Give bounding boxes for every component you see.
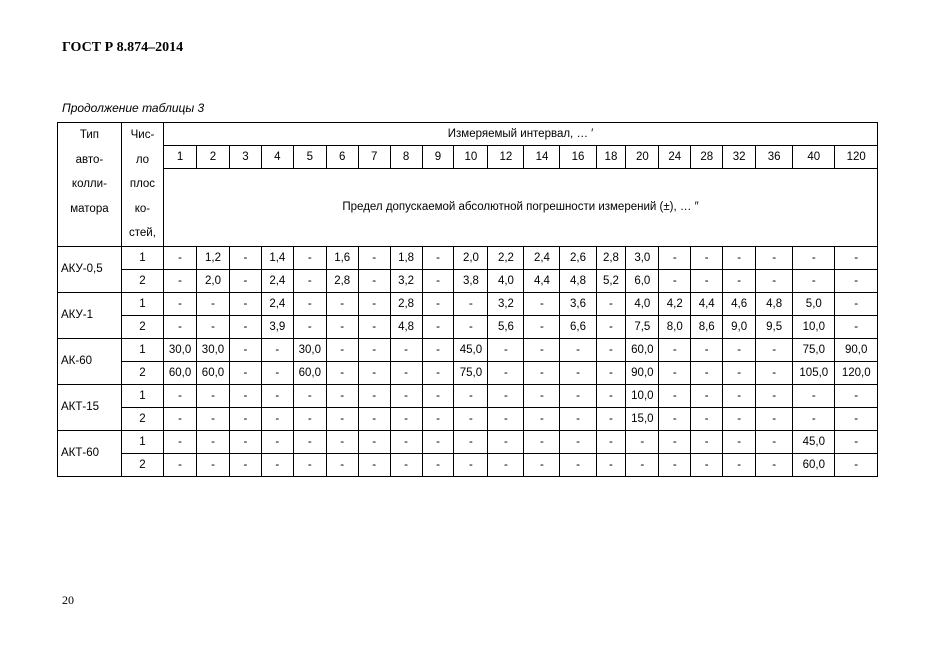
error-limit-value: - (524, 315, 560, 338)
interval-value: 20 (626, 146, 659, 169)
error-limit-value: - (197, 453, 230, 476)
error-limit-value: - (164, 453, 197, 476)
error-limit-value: - (326, 315, 358, 338)
error-limit-value: - (756, 338, 793, 361)
error-limit-value: 3,0 (626, 246, 659, 269)
error-limit-value: 9,0 (723, 315, 756, 338)
error-limit-value: - (691, 338, 723, 361)
error-limit-value: - (261, 453, 293, 476)
error-limit-value: - (488, 338, 524, 361)
interval-value: 3 (229, 146, 261, 169)
error-limit-value: - (835, 315, 878, 338)
error-limit-value: 4,4 (691, 292, 723, 315)
error-limit-value: - (261, 361, 293, 384)
error-limit-value: 1,2 (197, 246, 230, 269)
error-limit-value: - (293, 269, 326, 292)
collimator-type: АКТ-60 (58, 430, 122, 476)
error-limit-value: - (756, 246, 793, 269)
error-limit-value: - (326, 453, 358, 476)
error-limit-value: 4,4 (524, 269, 560, 292)
accuracy-table (57, 122, 878, 477)
error-limit-value: - (390, 407, 422, 430)
interval-value: 36 (756, 146, 793, 169)
interval-value: 16 (560, 146, 596, 169)
error-limit-value: - (261, 338, 293, 361)
error-limit-value: - (326, 407, 358, 430)
page-number: 20 (62, 593, 74, 607)
error-limit-value: - (524, 384, 560, 407)
error-limit-value: - (293, 453, 326, 476)
error-limit-value: - (197, 315, 230, 338)
error-limit-value: 5,6 (488, 315, 524, 338)
error-limit-value: - (723, 430, 756, 453)
plane-count: 1 (121, 384, 163, 407)
error-limit-value: 6,6 (560, 315, 596, 338)
error-limit-value: 1,6 (326, 246, 358, 269)
header-limit: Предел допускаемой абсолютной погрешности измерений (±), … ″ (164, 169, 878, 247)
table-row (58, 361, 878, 384)
error-limit-value: - (358, 246, 390, 269)
plane-count: 2 (121, 315, 163, 338)
plane-count: 1 (121, 430, 163, 453)
error-limit-value: 75,0 (454, 361, 488, 384)
error-limit-value: - (422, 430, 454, 453)
error-limit-value: 15,0 (626, 407, 659, 430)
error-limit-value: - (326, 384, 358, 407)
error-limit-value: - (229, 407, 261, 430)
interval-value: 28 (691, 146, 723, 169)
error-limit-value: 30,0 (293, 338, 326, 361)
error-limit-value: - (422, 361, 454, 384)
error-limit-value: - (293, 246, 326, 269)
error-limit-value: - (358, 338, 390, 361)
error-limit-value: - (390, 361, 422, 384)
error-limit-value: - (293, 315, 326, 338)
error-limit-value: - (197, 292, 230, 315)
error-limit-value: - (596, 292, 626, 315)
error-limit-value: 105,0 (793, 361, 835, 384)
error-limit-value: 4,8 (560, 269, 596, 292)
error-limit-value: 60,0 (793, 453, 835, 476)
error-limit-value: 2,8 (390, 292, 422, 315)
error-limit-value: - (229, 246, 261, 269)
error-limit-value: - (422, 384, 454, 407)
table-row (58, 338, 878, 361)
header-count-line: стей, (129, 227, 156, 240)
error-limit-value: - (229, 269, 261, 292)
error-limit-value: - (197, 430, 230, 453)
error-limit-value: - (691, 361, 723, 384)
header-collimator-type (58, 123, 122, 247)
error-limit-value: - (835, 430, 878, 453)
error-limit-value: - (756, 407, 793, 430)
error-limit-value: - (390, 453, 422, 476)
error-limit-value: 6,0 (626, 269, 659, 292)
error-limit-value: - (164, 407, 197, 430)
interval-value: 7 (358, 146, 390, 169)
error-limit-value: - (488, 384, 524, 407)
error-limit-value: - (229, 361, 261, 384)
error-limit-value: - (390, 430, 422, 453)
error-limit-value: 90,0 (626, 361, 659, 384)
error-limit-value: 9,5 (756, 315, 793, 338)
error-limit-value: - (723, 361, 756, 384)
error-limit-value: - (659, 246, 691, 269)
error-limit-value: - (326, 292, 358, 315)
error-limit-value: - (358, 361, 390, 384)
error-limit-value: - (164, 430, 197, 453)
error-limit-value: - (422, 453, 454, 476)
error-limit-value: - (229, 453, 261, 476)
error-limit-value: - (659, 269, 691, 292)
error-limit-value: 2,0 (454, 246, 488, 269)
error-limit-value: - (164, 315, 197, 338)
error-limit-value: - (626, 453, 659, 476)
error-limit-value: 1,8 (390, 246, 422, 269)
interval-value: 6 (326, 146, 358, 169)
collimator-type: АКУ-1 (58, 292, 122, 338)
error-limit-value: 90,0 (835, 338, 878, 361)
error-limit-value: - (422, 407, 454, 430)
error-limit-value: - (326, 430, 358, 453)
error-limit-value: - (454, 384, 488, 407)
error-limit-value: - (454, 315, 488, 338)
error-limit-value: - (358, 384, 390, 407)
error-limit-value: 120,0 (835, 361, 878, 384)
error-limit-value: - (793, 269, 835, 292)
error-limit-value: - (793, 246, 835, 269)
error-limit-value: - (659, 338, 691, 361)
error-limit-value: - (229, 315, 261, 338)
error-limit-value: - (524, 407, 560, 430)
error-limit-value: - (422, 269, 454, 292)
error-limit-value: - (560, 361, 596, 384)
error-limit-value: 2,6 (560, 246, 596, 269)
table-row (58, 430, 878, 453)
error-limit-value: - (691, 269, 723, 292)
error-limit-value: - (164, 384, 197, 407)
error-limit-value: - (358, 269, 390, 292)
interval-value: 4 (261, 146, 293, 169)
error-limit-value: 45,0 (454, 338, 488, 361)
table-row (58, 407, 878, 430)
error-limit-value: 60,0 (293, 361, 326, 384)
plane-count: 2 (121, 453, 163, 476)
error-limit-value: - (358, 453, 390, 476)
error-limit-value: - (723, 338, 756, 361)
interval-value: 120 (835, 146, 878, 169)
error-limit-value: - (691, 246, 723, 269)
plane-count: 1 (121, 338, 163, 361)
error-limit-value: - (835, 453, 878, 476)
error-limit-value: 2,4 (261, 269, 293, 292)
error-limit-value: - (596, 338, 626, 361)
error-limit-value: - (390, 338, 422, 361)
error-limit-value: - (454, 407, 488, 430)
error-limit-value: - (390, 384, 422, 407)
error-limit-value: - (293, 384, 326, 407)
error-limit-value: - (723, 246, 756, 269)
error-limit-value: - (691, 453, 723, 476)
error-limit-value: - (723, 407, 756, 430)
error-limit-value: - (756, 384, 793, 407)
error-limit-value: 3,2 (390, 269, 422, 292)
error-limit-value: - (596, 361, 626, 384)
error-limit-value: - (596, 384, 626, 407)
interval-value: 32 (723, 146, 756, 169)
error-limit-value: 5,0 (793, 292, 835, 315)
error-limit-value: - (229, 338, 261, 361)
error-limit-value: - (261, 407, 293, 430)
error-limit-value: - (422, 246, 454, 269)
error-limit-value: - (793, 384, 835, 407)
error-limit-value: 10,0 (626, 384, 659, 407)
table-row (58, 384, 878, 407)
error-limit-value: - (229, 292, 261, 315)
error-limit-value: - (454, 292, 488, 315)
error-limit-value: 60,0 (197, 361, 230, 384)
table-row (58, 292, 878, 315)
error-limit-value: 2,4 (261, 292, 293, 315)
header-type-line: матора (70, 202, 109, 215)
error-limit-value: 7,5 (626, 315, 659, 338)
error-limit-value: 60,0 (164, 361, 197, 384)
interval-value: 24 (659, 146, 691, 169)
error-limit-value: - (261, 384, 293, 407)
header-count-line: Чис- (130, 129, 155, 141)
error-limit-value: 4,0 (626, 292, 659, 315)
error-limit-value: 8,0 (659, 315, 691, 338)
error-limit-value: - (358, 430, 390, 453)
error-limit-value: - (835, 292, 878, 315)
error-limit-value: - (524, 430, 560, 453)
header-count-line: плос (129, 178, 156, 191)
error-limit-value: - (626, 430, 659, 453)
interval-value: 40 (793, 146, 835, 169)
error-limit-value: - (422, 338, 454, 361)
error-limit-value: - (793, 407, 835, 430)
error-limit-value: - (691, 384, 723, 407)
table-caption: Продолжение таблицы 3 (62, 101, 205, 115)
error-limit-value: - (524, 292, 560, 315)
error-limit-value: - (229, 384, 261, 407)
error-limit-value: - (835, 246, 878, 269)
error-limit-value: - (454, 453, 488, 476)
interval-value: 9 (422, 146, 454, 169)
error-limit-value: 1,4 (261, 246, 293, 269)
error-limit-value: 3,8 (454, 269, 488, 292)
error-limit-value: - (835, 384, 878, 407)
interval-value: 10 (454, 146, 488, 169)
error-limit-value: - (488, 430, 524, 453)
error-limit-value: - (659, 453, 691, 476)
header-type-line: колли- (71, 178, 107, 191)
table-row (58, 269, 878, 292)
error-limit-value: - (326, 338, 358, 361)
error-limit-value: - (488, 407, 524, 430)
error-limit-value: - (261, 430, 293, 453)
error-limit-value: - (358, 292, 390, 315)
error-limit-value: 45,0 (793, 430, 835, 453)
plane-count: 2 (121, 407, 163, 430)
error-limit-value: - (691, 407, 723, 430)
error-limit-value: - (659, 407, 691, 430)
header-type-line: авто- (75, 153, 104, 166)
error-limit-value: 2,8 (326, 269, 358, 292)
table-row (58, 453, 878, 476)
error-limit-value: 2,4 (524, 246, 560, 269)
error-limit-value: - (723, 453, 756, 476)
error-limit-value: 30,0 (197, 338, 230, 361)
table-row (58, 315, 878, 338)
error-limit-value: 4,2 (659, 292, 691, 315)
interval-value: 2 (197, 146, 230, 169)
error-limit-value: - (596, 453, 626, 476)
error-limit-value: - (691, 430, 723, 453)
error-limit-value: - (229, 430, 261, 453)
error-limit-value: - (596, 407, 626, 430)
error-limit-value: 3,9 (261, 315, 293, 338)
error-limit-value: - (596, 430, 626, 453)
error-limit-value: - (422, 292, 454, 315)
error-limit-value: 30,0 (164, 338, 197, 361)
error-limit-value: 10,0 (793, 315, 835, 338)
error-limit-value: - (756, 269, 793, 292)
error-limit-value: - (560, 338, 596, 361)
error-limit-value: - (488, 361, 524, 384)
error-limit-value: - (835, 269, 878, 292)
error-limit-value: 4,8 (390, 315, 422, 338)
error-limit-value: - (164, 269, 197, 292)
header-plane-count (121, 123, 163, 247)
error-limit-value: 2,2 (488, 246, 524, 269)
plane-count: 2 (121, 269, 163, 292)
error-limit-value: - (358, 315, 390, 338)
header-interval: Измеряемый интервал, … ′ (164, 123, 878, 146)
error-limit-value: - (659, 361, 691, 384)
error-limit-value: - (560, 453, 596, 476)
collimator-type: АКТ-15 (58, 384, 122, 430)
document-code: ГОСТ Р 8.874–2014 (62, 40, 184, 55)
error-limit-value: - (488, 453, 524, 476)
error-limit-value: 5,2 (596, 269, 626, 292)
error-limit-value: - (560, 384, 596, 407)
error-limit-value: - (164, 246, 197, 269)
error-limit-value: - (723, 269, 756, 292)
error-limit-value: - (422, 315, 454, 338)
interval-value: 1 (164, 146, 197, 169)
error-limit-value: - (659, 384, 691, 407)
error-limit-value: - (524, 453, 560, 476)
error-limit-value: - (596, 315, 626, 338)
error-limit-value: 4,6 (723, 292, 756, 315)
interval-value: 18 (596, 146, 626, 169)
error-limit-value: 3,2 (488, 292, 524, 315)
collimator-type: АКУ-0,5 (58, 246, 122, 292)
error-limit-value: 2,8 (596, 246, 626, 269)
error-limit-value: 8,6 (691, 315, 723, 338)
error-limit-value: - (293, 292, 326, 315)
interval-value: 12 (488, 146, 524, 169)
error-limit-value: - (524, 361, 560, 384)
error-limit-value: - (454, 430, 488, 453)
error-limit-value: 4,8 (756, 292, 793, 315)
error-limit-value: - (524, 338, 560, 361)
plane-count: 2 (121, 361, 163, 384)
error-limit-value: - (358, 407, 390, 430)
error-limit-value: - (326, 361, 358, 384)
error-limit-value: - (835, 407, 878, 430)
error-limit-value: - (293, 407, 326, 430)
plane-count: 1 (121, 292, 163, 315)
error-limit-value: - (659, 430, 691, 453)
error-limit-value: 75,0 (793, 338, 835, 361)
error-limit-value: - (560, 407, 596, 430)
error-limit-value: - (197, 384, 230, 407)
error-limit-value: - (560, 430, 596, 453)
table-row (58, 246, 878, 269)
error-limit-value: 4,0 (488, 269, 524, 292)
error-limit-value: - (164, 292, 197, 315)
interval-value: 5 (293, 146, 326, 169)
error-limit-value: - (756, 430, 793, 453)
error-limit-value: - (197, 407, 230, 430)
header-count-line: ко- (134, 202, 151, 215)
collimator-type: АК-60 (58, 338, 122, 384)
error-limit-value: 60,0 (626, 338, 659, 361)
error-limit-value: 2,0 (197, 269, 230, 292)
error-limit-value: - (756, 361, 793, 384)
plane-count: 1 (121, 246, 163, 269)
interval-value: 8 (390, 146, 422, 169)
error-limit-value: - (293, 430, 326, 453)
error-limit-value: 3,6 (560, 292, 596, 315)
interval-value: 14 (524, 146, 560, 169)
error-limit-value: - (723, 384, 756, 407)
header-type-line: Тип (79, 129, 99, 141)
header-count-line: ло (135, 153, 150, 166)
error-limit-value: - (756, 453, 793, 476)
